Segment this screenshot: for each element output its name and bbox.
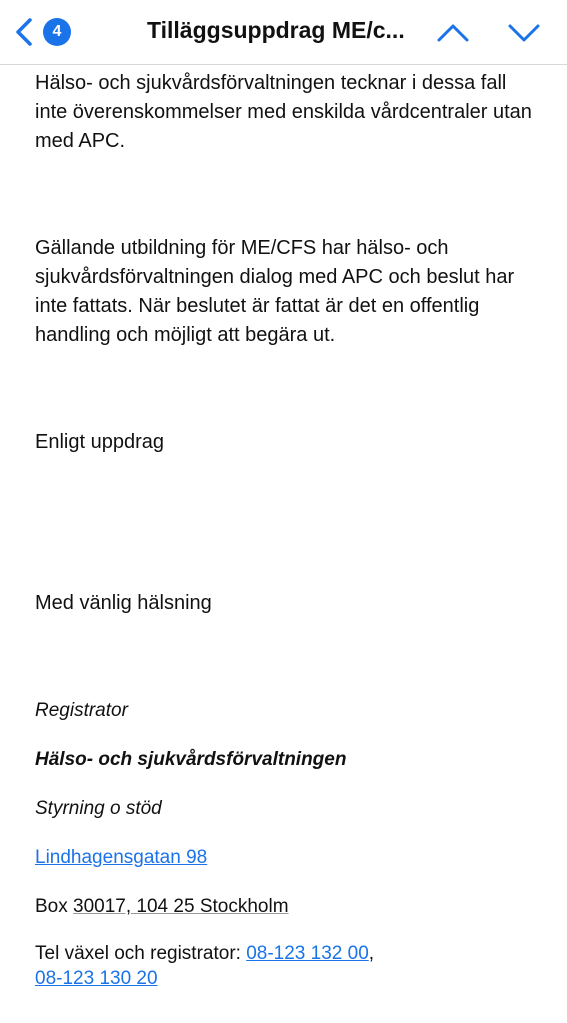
box-address-link[interactable]: 30017, 104 25 Stockholm bbox=[73, 896, 289, 917]
phone-link-switchboard[interactable]: 08-123 132 00 bbox=[246, 943, 369, 964]
street-address-link[interactable]: Lindhagensgatan 98 bbox=[35, 847, 208, 868]
phone-separator: , bbox=[368, 943, 375, 964]
body-paragraph: Gällande utbildning för ME/CFS har hälso- och sjukvårdsförvaltningen dialog med APC och beslut har inte fattats. När beslutet är fattat är det en offentlig handling och möjligt att begära ut. bbox=[35, 237, 515, 346]
next-message-button[interactable] bbox=[506, 18, 542, 46]
message-title: Tilläggsuppdrag ME/c... bbox=[147, 17, 405, 43]
signature-department: Styrning o stöd bbox=[35, 798, 162, 819]
message-body bbox=[35, 52, 535, 991]
body-paragraph: Enligt uppdrag bbox=[35, 431, 164, 453]
body-paragraph: Hälso- och sjukvårdsförvaltningen tecknar i dessa fall inte överenskommelser med enskilda vårdcentraler utan med APC. bbox=[35, 72, 532, 152]
back-button[interactable] bbox=[10, 14, 38, 50]
chevron-up-icon bbox=[435, 18, 471, 46]
phone-label: Tel växel och registrator: bbox=[35, 943, 241, 964]
chevron-down-icon bbox=[506, 18, 542, 46]
phone-link-secondary[interactable]: 08-123 130 20 bbox=[35, 968, 158, 989]
previous-message-button[interactable] bbox=[435, 18, 471, 46]
signature-phone-line bbox=[35, 941, 535, 991]
box-label: Box bbox=[35, 896, 68, 917]
navigation-bar bbox=[0, 0, 567, 65]
signature-street-line bbox=[35, 843, 535, 872]
closing-greeting: Med vänlig hälsning bbox=[35, 592, 212, 614]
signature-organization: Hälso- och sjukvårdsförvaltningen bbox=[35, 749, 347, 770]
signature-box-line bbox=[35, 892, 535, 921]
chevron-left-icon bbox=[10, 14, 38, 50]
unread-count-badge: 4 bbox=[43, 18, 71, 46]
signature-role: Registrator bbox=[35, 700, 128, 721]
